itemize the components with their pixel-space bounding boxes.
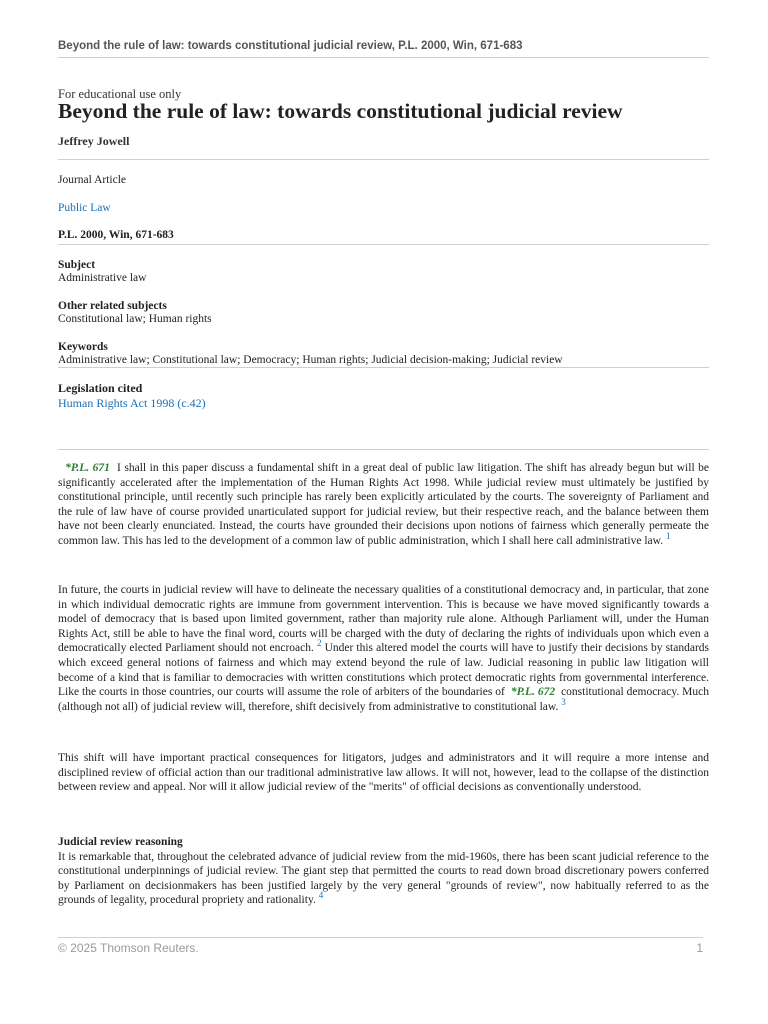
related-subjects-label: Other related subjects	[58, 300, 167, 312]
page-number: 1	[696, 941, 703, 955]
copyright: © 2025 Thomson Reuters.	[58, 941, 199, 955]
keywords-label: Keywords	[58, 341, 108, 353]
keywords-block	[58, 341, 563, 367]
subject-block	[58, 259, 146, 285]
legislation-block	[58, 381, 206, 411]
subject-value: Administrative law	[58, 272, 147, 284]
keywords-value: Administrative law; Constitutional law; Democracy; Human rights; Judicial decision-making; Judicial review	[58, 354, 563, 366]
related-subjects-block	[58, 300, 212, 326]
paragraph-1	[58, 461, 709, 549]
footnote-link-3[interactable]: 3	[561, 696, 566, 707]
section-judicial-review-reasoning	[58, 835, 709, 908]
citation: P.L. 2000, Win, 671-683	[58, 229, 174, 241]
paragraph-2-text-c: constitutional democracy. Much (although not all) of judicial review will, therefore, shift decisively from administrative to constitutional law.	[58, 686, 710, 713]
document-title: Beyond the rule of law: towards constitutional judicial review	[58, 99, 623, 123]
paragraph-3-text: This shift will have important practical consequences for litigators, judges and administrators and it will require a more intense and disciplined review of official action than our traditional administrative law allows. It will not, however, lead to the collapse of the distinction between review and appeal. Nor will it allow judicial review of the "merits" of official decisions as conventionally understood.	[58, 752, 709, 794]
legislation-label: Legislation cited	[58, 381, 143, 395]
running-header	[58, 40, 709, 58]
footnote-link-4[interactable]: 4	[318, 890, 324, 901]
footnote-link-2[interactable]: 2	[316, 638, 322, 649]
page-footer	[58, 937, 703, 955]
section-text: It is remarkable that, throughout the celebrated advance of judicial review from the mid-1960s, there has been scant judicial reference to the constitutional underpinnings of judicial review. The giant step that permitted the courts to read down broad discretionary powers conferred by Parliament on decisionmakers has been justified largely by the very general "grounds of review", now habitually referred to as the grounds of legality, procedural propriety and rationality.	[58, 850, 709, 907]
running-header-title: Beyond the rule of law: towards constitutional judicial review, P.L. 2000, Win, 671-683	[58, 40, 523, 52]
divider	[58, 244, 709, 245]
page-marker-671: *P.L. 671	[65, 462, 110, 474]
paragraph-3	[58, 751, 709, 795]
paragraph-2	[58, 583, 709, 714]
educational-use-notice: For educational use only	[58, 87, 182, 101]
paragraph-2-text-b: Under this altered model the courts will have to justify their decisions by standards which exceed general notions of fairness and which may extend beyond the rule of law. Judicial reasoning in public law litigation will become of a kind that is familiar to democracies with written constitutions which protect democratic rights from governmental interference. Like the courts in those countries, our courts will assume the role of arbiters of the boundaries of	[58, 642, 710, 699]
subject-label: Subject	[58, 259, 96, 271]
legislation-link[interactable]: Human Rights Act 1998 (c.42)	[58, 396, 206, 410]
section-heading: Judicial review reasoning	[58, 836, 183, 848]
related-subjects-value: Constitutional law; Human rights	[58, 313, 212, 325]
paragraph-1-text: I shall in this paper discuss a fundamental shift in a great deal of public law litigation. The shift has already begun but will be significantly accelerated after the implementation of the Human Rights Act 1998. While judicial review must ultimately be justified by constitutional principle, until recently such principle has rarely been explicitly articulated by the courts. The sovereignty of Parliament and the rule of law have of course provided unarticulated support for judicial review, but their respective reach, and the balance between them have not been clearly enunciated. Instead, the courts have grounded their decisions upon notions of fairness which generally permeate the common law. This has led to the development of a common law of public administration, which I shall here call administrative law.	[58, 462, 710, 547]
divider	[58, 159, 709, 160]
journal-link[interactable]: Public Law	[58, 202, 111, 214]
page-marker-672: *P.L. 672	[510, 686, 556, 699]
author-name: Jeffrey Jowell	[58, 134, 130, 148]
paragraph-2-text-a: In future, the courts in judicial review will have to delineate the necessary qualities of a constitutional democracy and, in particular, that zone in which individual democratic rights are immune from government intervention. This is because we have moved significantly towards a model of democracy that is based upon limited government, rather than majority rule alone. Although Parliament will, under the Human Rights Act, still be able to have the final word, courts will be charged with the duty of declaring the rights of individuals upon which even a democratically elected Parliament should not encroach.	[58, 584, 709, 655]
footnote-link-1[interactable]: 1	[665, 531, 671, 542]
divider	[58, 367, 709, 368]
document-type: Journal Article	[58, 174, 127, 186]
divider	[58, 449, 709, 450]
